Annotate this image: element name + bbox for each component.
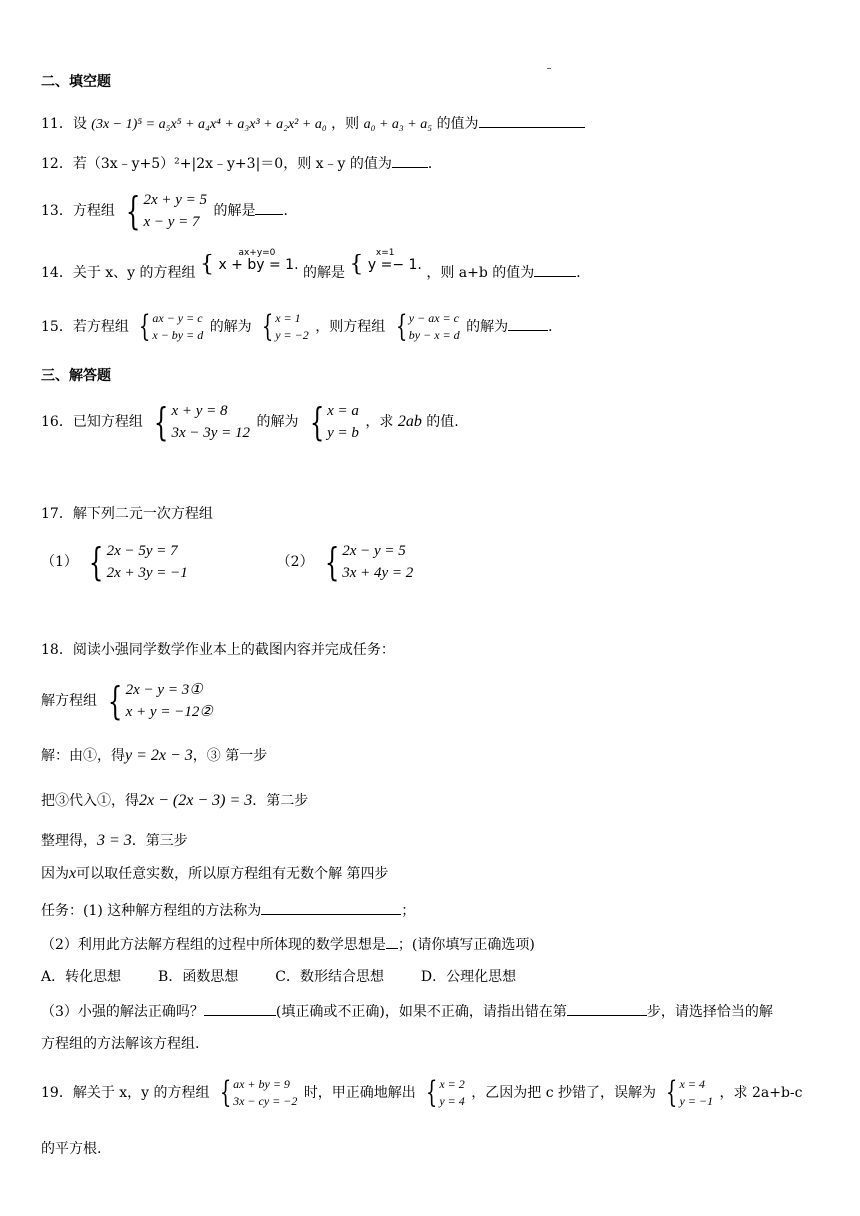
q18-step1-math: y = 2x − 3: [125, 747, 193, 764]
q13-tail: 的解是: [213, 203, 256, 219]
question-16: [41, 400, 459, 444]
q18-step2-b: ．第二步: [252, 793, 309, 809]
q18-step1-b: ，③ 第一步: [192, 748, 268, 764]
q14-row1: x + by = 1.: [218, 257, 299, 273]
question-13: [41, 189, 297, 233]
brace: {: [261, 309, 274, 344]
q18-task1-end: ；: [401, 903, 416, 919]
q14-tail: ，则 a+b 的值为: [426, 265, 535, 281]
q18-task3-c: 步，请选择恰当的解: [646, 1004, 773, 1020]
question-19: [41, 1076, 803, 1110]
q18-options: [41, 967, 516, 987]
question-11: [41, 113, 585, 135]
scan-mark: [547, 68, 551, 69]
option-c: C．数形结合思想: [275, 969, 384, 985]
q19-mid2: ，乙因为把 c 抄错了，误解为: [471, 1085, 656, 1101]
q11-mid: ，则: [331, 116, 360, 132]
q14-brace1: {: [199, 252, 214, 277]
q19-solution-correct: [422, 1076, 465, 1110]
q16-s2: y = b: [327, 425, 359, 441]
question-17-title: 17．解下列二元一次方程组: [41, 506, 213, 522]
q15-system-1: [135, 310, 203, 344]
brace: {: [666, 1075, 678, 1110]
q19-s2: y = 4: [439, 1094, 465, 1108]
brace: {: [324, 540, 340, 584]
q19-mid1: 时，甲正确地解出: [303, 1085, 416, 1101]
q16-solution: [305, 400, 359, 444]
q14-label: 14．关于 x、y 的方程组: [41, 265, 196, 281]
q18-step3-math: 3 = 3: [97, 832, 132, 849]
q16-row2: 3x − 3y = 12: [171, 425, 251, 441]
q16-tail: ，求: [365, 414, 394, 430]
q18-task1-blank[interactable]: [261, 900, 401, 915]
q14-end: ．: [576, 265, 591, 281]
q17-a1: 2x − 5y = 7: [106, 543, 178, 559]
q15-answer-blank[interactable]: [508, 316, 548, 331]
q11-tail: 的值为: [436, 116, 479, 132]
q18-system-line: [41, 679, 215, 723]
q15-mid2: ，则方程组: [315, 319, 386, 335]
q19-row1: ax + by = 9: [233, 1077, 290, 1091]
q14-mid: 的解是: [302, 265, 345, 281]
q13-end: ．: [283, 203, 298, 219]
q18-task3-blank2[interactable]: [567, 1001, 647, 1016]
q18-task2-text: （2）利用此方法解方程组的过程中所体现的数学思想是: [41, 937, 386, 953]
q15-a2: x − by = d: [152, 328, 204, 342]
q19-line2: 的平方根.: [41, 1141, 102, 1157]
question-17-systems: [41, 540, 415, 584]
q13-row2: x − y = 7: [143, 214, 200, 230]
brace: {: [89, 540, 104, 584]
q18-task2: [41, 934, 535, 955]
q16-end: 的值.: [426, 414, 459, 430]
q19-e2: y = −1: [679, 1094, 714, 1108]
brace: {: [219, 1075, 232, 1110]
q15-solution-1: [258, 310, 309, 344]
question-18-title: 18．阅读小强同学数学作业本上的截图内容并完成任务：: [41, 642, 395, 658]
q19-label: 19．解关于 x，y 的方程组: [41, 1085, 210, 1101]
q19-e1: x = 4: [679, 1077, 705, 1091]
q15-end: ．: [548, 319, 563, 335]
q12-text: 12．若（3x﹣y+5）²+|2x﹣y+3|＝0，则 x﹣y 的值为: [41, 156, 392, 172]
q19-system: [216, 1076, 297, 1110]
q16-row1: x + y = 8: [171, 403, 228, 419]
q15-b1: x = 1: [275, 311, 301, 325]
q18-step4: [41, 864, 389, 884]
q15-label: 15．若方程组: [41, 319, 129, 335]
question-14: [41, 248, 590, 288]
q18-task3-cont: 方程组的方法解该方程组.: [41, 1036, 200, 1052]
q16-label: 16．已知方程组: [41, 414, 143, 430]
q14-row2: y =− 1.: [367, 257, 422, 273]
q18-system-label: 解方程组: [41, 693, 97, 709]
q16-s1: x = a: [327, 403, 359, 419]
q13-label: 13．方程组: [41, 203, 115, 219]
q11-equation: (3x − 1)⁵ = a₅x⁵ + a₄x⁴ + a₃x³ + a₂x² + a₀: [91, 117, 327, 132]
q19-solution-wrong: [662, 1076, 713, 1110]
q15-c1: y − ax = c: [408, 311, 459, 325]
section-heading-fill-in: 二、填空题: [41, 74, 111, 90]
q13-answer-blank[interactable]: [255, 200, 283, 215]
q15-tail: 的解为: [466, 319, 509, 335]
q18-task1-text: 任务：(1) 这种解方程组的方法称为: [41, 903, 262, 919]
q12-answer-blank[interactable]: [392, 153, 428, 168]
q18-task3-a: （3）小强的解法正确吗？: [41, 1004, 204, 1020]
q17-system-2: [320, 540, 413, 584]
q16-system: [149, 400, 250, 444]
q17-part1-label: （1）: [41, 554, 78, 570]
q14-sup2: x=1: [375, 248, 395, 258]
q18-row2: x + y = −12②: [125, 704, 213, 720]
q18-task2-blank[interactable]: [386, 934, 398, 949]
brace: {: [395, 309, 407, 344]
q18-system: [103, 679, 212, 723]
option-d: D．公理化思想: [420, 969, 517, 985]
q18-task3-b: (填正确或不正确)，如果不正确，请指出错在第: [275, 1004, 567, 1020]
q18-step4-b: 可以取任意实数，所以原方程组有无数个解 第四步: [76, 866, 389, 882]
section-heading-solve: 三、解答题: [41, 368, 111, 384]
q18-task2-end: ；(请你填写正确选项): [397, 937, 535, 953]
q18-task3-blank1[interactable]: [204, 1001, 276, 1016]
q18-row1: 2x − y = 3①: [125, 682, 203, 698]
q19-row2: 3x − cy = −2: [233, 1094, 298, 1108]
q15-system-2: [392, 310, 460, 344]
q17-b1: 2x − y = 5: [342, 543, 406, 559]
q19-tail: ，求 2a+b-c: [719, 1085, 803, 1101]
q18-step3-a: 整理得，: [41, 833, 97, 849]
q18-step2-math: 2x − (2x − 3) = 3: [139, 792, 253, 809]
brace: {: [108, 679, 123, 723]
q19-s1: x = 2: [439, 1077, 465, 1091]
q18-step4-math: x: [69, 865, 77, 882]
brace: {: [426, 1075, 438, 1110]
question-12: [41, 153, 442, 174]
brace: {: [126, 189, 141, 233]
q17-part2-label: （2）: [276, 554, 314, 570]
q18-step2: [41, 791, 308, 811]
q14-sup1: ax+y=0: [238, 248, 276, 258]
brace: {: [139, 309, 151, 344]
question-15: [41, 310, 562, 344]
q11-answer-blank[interactable]: [479, 113, 585, 128]
q16-expression: 2ab: [397, 413, 422, 430]
q18-task3: [41, 1001, 773, 1022]
brace: {: [309, 400, 325, 444]
brace: {: [154, 400, 169, 444]
q18-step4-a: 因为: [41, 866, 69, 882]
q15-b2: y = −2: [275, 328, 309, 342]
q13-row1: 2x + y = 5: [143, 192, 208, 208]
q11-label: 11．设: [41, 116, 87, 132]
q18-step1-a: 解：由①，得: [41, 748, 125, 764]
q18-step1: [41, 746, 267, 766]
option-b: B．函数思想: [158, 969, 239, 985]
q11-expression: a₀ + a₃ + a₅: [363, 117, 433, 132]
q15-c2: by − x = d: [408, 328, 460, 342]
q13-system: [121, 189, 207, 233]
q18-task1: [41, 900, 415, 921]
option-a: A．转化思想: [41, 969, 122, 985]
q17-a2: 2x + 3y = −1: [106, 565, 188, 581]
q18-step3: [41, 831, 188, 851]
q14-answer-blank[interactable]: [534, 262, 576, 277]
q14-brace2: {: [349, 252, 364, 277]
q12-end: ．: [427, 156, 442, 172]
q17-b2: 3x + 4y = 2: [342, 565, 414, 581]
q16-mid: 的解为: [256, 414, 299, 430]
q18-step2-a: 把③代入①，得: [41, 793, 139, 809]
q18-step3-b: ．第三步: [131, 833, 188, 849]
q15-a1: ax − y = c: [152, 311, 203, 325]
q17-system-1: [84, 540, 187, 584]
q15-mid1: 的解为: [209, 319, 252, 335]
